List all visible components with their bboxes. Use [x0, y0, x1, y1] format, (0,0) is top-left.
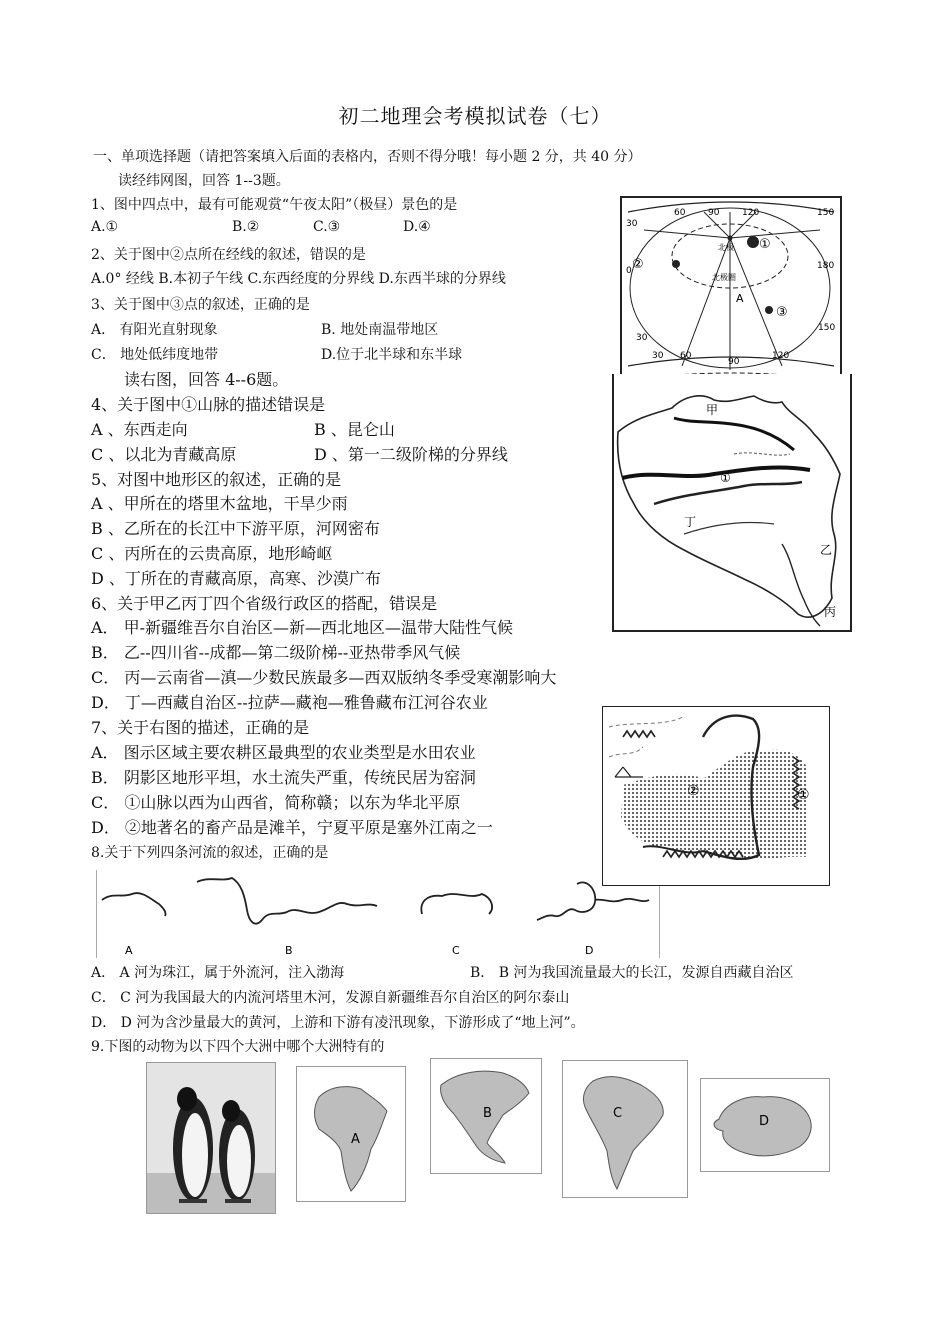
continent-b [430, 1058, 542, 1174]
grid-label-90-lower: 90 [728, 357, 740, 367]
q4-row-2 [91, 442, 508, 465]
page-title: 初二地理会考模拟试卷（七） [338, 104, 612, 128]
antarctica-shape [701, 1079, 829, 1171]
river-label-b: B [285, 944, 293, 957]
q2-options: A.0° 经线 B.本初子午线 C.东西经度的分界线 D.东西半球的分界线 [91, 271, 506, 287]
continent-label-d: D [759, 1114, 770, 1129]
label-ding: 丁 [684, 515, 697, 529]
q5-option-c: C 、丙所在的云贵高原，地形崎岖 [91, 544, 333, 563]
continent-label-b: B [483, 1106, 492, 1121]
q8-option-c: C． C 河为我国最大的内流河塔里木河，发源自新疆维吾尔自治区的阿尔泰山 [91, 990, 570, 1006]
section-heading: 一、单项选择题（请把答案填入后面的表格内，否则不得分哦！每小题 2 分，共 40 分） [93, 149, 642, 165]
western-china-drawing [614, 374, 850, 630]
label-jia: 甲 [706, 403, 719, 417]
grid-label-30-lower: 30 [652, 351, 664, 361]
grid-label-30: 30 [626, 219, 638, 229]
q7-stem: 7、关于右图的描述，正确的是 [91, 718, 310, 737]
intro-4-6: 读右图，回答 4--6题。 [124, 370, 289, 389]
q1-option-b: B.② [232, 219, 260, 235]
grid-label-30-bottom: 30 [636, 333, 648, 343]
western-china-map [612, 374, 852, 632]
q4-option-d: D 、第一二级阶梯的分界线 [314, 445, 508, 464]
q4-option-c: C 、以北为青藏高原 [91, 445, 237, 464]
intro-1-3: 读经纬网图，回答 1--3题。 [118, 173, 290, 189]
continent-label-a: A [351, 1132, 360, 1147]
q7-option-c: C． ①山脉以西为山西省，简称赣；以东为华北平原 [91, 793, 461, 812]
grid-label-120-lower: 120 [772, 351, 790, 361]
grid-label-180: 180 [817, 261, 835, 271]
q4-option-b: B 、昆仑山 [314, 420, 395, 439]
river-label-c: C [452, 944, 460, 957]
penguin-drawing [147, 1063, 275, 1213]
q4-option-a: A 、东西走向 [91, 420, 188, 439]
grid-label-150: 150 [817, 208, 835, 218]
rivers-figure [96, 870, 660, 958]
q7-option-d: D． ②地著名的畜产品是滩羊，宁夏平原是塞外江南之一 [91, 818, 493, 837]
south-america-shape [563, 1061, 687, 1197]
q3-option-a: A． 有阳光直射现象 [91, 322, 218, 338]
q1-option-a: A.① [91, 219, 119, 235]
q5-option-a: A 、甲所在的塔里木盆地，干旱少雨 [91, 494, 348, 513]
q6-option-c: C． 丙—云南省—滇—少数民族最多—西双版纳冬季受寒潮影响大 [91, 668, 557, 687]
grid-label-150-bottom: 150 [818, 323, 836, 333]
q6-option-a: A． 甲-新疆维吾尔自治区—新—西北地区—温带大陆性气候 [91, 618, 514, 637]
north-pole-label: 北极 [718, 243, 734, 252]
q1-option-d: D.④ [403, 219, 431, 235]
marker-2: ② [632, 257, 644, 272]
q4-stem: 4、关于图中①山脉的描述错误是 [91, 395, 326, 414]
continent-c [562, 1060, 688, 1198]
continent-a [296, 1066, 406, 1202]
q6-stem: 6、关于甲乙丙丁四个省级行政区的搭配，错误是 [91, 594, 438, 613]
q6-option-d: D． 丁—西藏自治区--拉萨—藏袍—雅鲁藏布江河谷农业 [91, 693, 488, 712]
q2-stem: 2、关于图中②点所在经线的叙述，错误的是 [91, 247, 366, 263]
q3-option-c: C． 地处低纬度地带 [91, 347, 219, 363]
mountain-mark-1: ① [720, 471, 731, 485]
q1-stem: 1、图中四点中，最有可能观赏“午夜太阳”（极昼）景色的是 [91, 197, 458, 213]
grid-label-90: 90 [708, 208, 720, 218]
q3-stem: 3、关于图中③点的叙述，正确的是 [91, 297, 310, 313]
q3-row-2 [91, 344, 462, 364]
label-yi: 乙 [820, 543, 833, 557]
graticule-figure [620, 196, 842, 394]
q9-stem: 9.下图的动物为以下四个大洲中哪个大洲特有的 [91, 1039, 385, 1055]
q3-option-d: D.位于北半球和东半球 [321, 347, 463, 363]
q3-row-1 [91, 319, 438, 339]
q7-option-b: B． 阴影区地形平坦，水土流失严重，传统民居为窑洞 [91, 768, 476, 787]
q8-stem: 8.关于下列四条河流的叙述，正确的是 [91, 845, 329, 861]
region-mark-2: ② [687, 783, 700, 799]
graticule-drawing [622, 198, 840, 392]
continent-label-c: C [613, 1106, 623, 1121]
q3-option-b: B. 地处南温带地区 [321, 322, 439, 338]
arctic-circle-label: 北极圈 [712, 273, 736, 282]
q5-option-d: D 、丁所在的青藏高原，高寒、沙漠广布 [91, 569, 381, 588]
penguin-photo [146, 1062, 276, 1214]
river-label-a: A [125, 944, 133, 957]
q1-options [91, 219, 431, 235]
marker-1: ① [759, 237, 771, 252]
region-mark-1: ① [797, 787, 810, 803]
grid-label-60-lower: 60 [680, 351, 692, 361]
q1-option-c: C.③ [313, 219, 341, 235]
q7-option-a: A． 图示区域主要农耕区最典型的农业类型是水田农业 [91, 743, 476, 762]
q8-option-b: B． B 河为我国流量最大的长江，发源自西藏自治区 [470, 965, 794, 981]
q5-stem: 5、对图中地形区的叙述，正确的是 [91, 470, 342, 489]
grid-label-120: 120 [742, 208, 760, 218]
continent-d [700, 1078, 830, 1172]
point-a-label: A [736, 292, 744, 305]
grid-label-60: 60 [674, 208, 686, 218]
africa-shape [297, 1067, 405, 1201]
label-bing: 丙 [824, 605, 837, 619]
marker-3: ③ [776, 305, 788, 320]
rivers-drawing [97, 870, 659, 958]
q4-row-1 [91, 417, 395, 440]
q5-option-b: B 、乙所在的长江中下游平原，河网密布 [91, 519, 380, 538]
river-label-d: D [585, 944, 594, 957]
region-map [602, 706, 830, 886]
region-drawing [603, 707, 829, 885]
q8-option-a: A． A 河为珠江，属于外流河，注入渤海 [91, 965, 345, 981]
q8-option-d: D． D 河为含沙量最大的黄河，上游和下游有凌汛现象，下游形成了“地上河”。 [91, 1015, 585, 1031]
grid-label-0: 0 [626, 266, 632, 276]
north-america-shape [431, 1059, 541, 1173]
q6-option-b: B． 乙--四川省--成都—第二级阶梯--亚热带季风气候 [91, 643, 461, 662]
